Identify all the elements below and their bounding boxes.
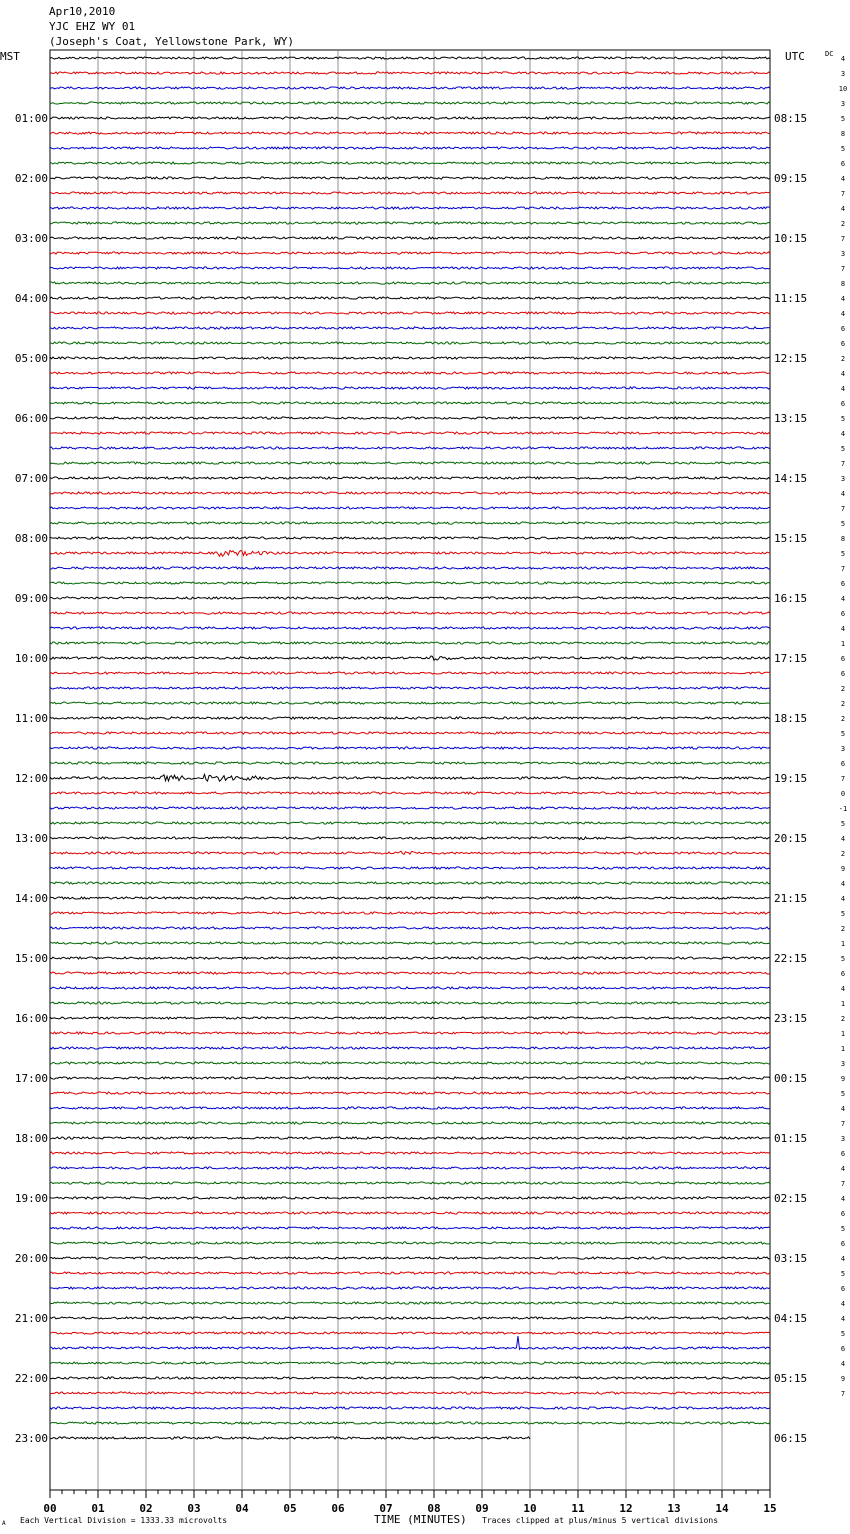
trace-line <box>50 702 770 704</box>
x-tick-label: 09 <box>475 1502 489 1515</box>
trace-line <box>50 792 770 794</box>
dc-offset-value: 6 <box>840 160 846 168</box>
trace-line <box>50 237 770 239</box>
trace-line <box>50 1167 770 1169</box>
dc-offset-value: 3 <box>840 250 846 258</box>
trace-line <box>50 627 770 629</box>
trace-line <box>50 1422 770 1424</box>
right-time-label: 02:15 <box>774 1192 808 1205</box>
x-tick-label: 15 <box>763 1502 777 1515</box>
trace-line <box>50 1047 770 1049</box>
dc-offset-value: 4 <box>840 895 846 903</box>
dc-offset-value: 0 <box>840 790 846 798</box>
trace-line <box>50 342 770 344</box>
trace-line <box>50 147 770 149</box>
dc-offset-value: 8 <box>840 130 846 138</box>
dc-offset-value: 7 <box>840 1180 846 1188</box>
dc-offset-value: 4 <box>840 595 846 603</box>
trace-line <box>50 927 770 929</box>
trace-line <box>50 1137 770 1139</box>
scale-note: Each Vertical Division = 1333.33 microvolts <box>20 1516 228 1525</box>
dc-offset-value: 5 <box>840 550 846 558</box>
trace-line <box>50 462 770 464</box>
dc-offset-value: 4 <box>840 205 846 213</box>
left-time-label: 15:00 <box>14 952 48 965</box>
dc-offset-value: 4 <box>840 880 846 888</box>
trace-line <box>50 762 770 764</box>
x-tick-label: 13 <box>667 1502 681 1515</box>
right-time-label: 09:15 <box>774 172 808 185</box>
trace-line <box>50 837 770 840</box>
left-time-label: 05:00 <box>14 352 48 365</box>
trace-line <box>50 550 770 556</box>
header-station: YJC EHZ WY 01 <box>49 20 136 33</box>
right-time-label: 16:15 <box>774 592 808 605</box>
right-time-label: 13:15 <box>774 412 808 425</box>
trace-line <box>50 1062 770 1064</box>
trace-line <box>50 867 770 869</box>
x-tick-label: 00 <box>43 1502 57 1515</box>
right-time-label: 06:15 <box>774 1432 808 1445</box>
right-time-label: 11:15 <box>774 292 808 305</box>
dc-offset-value: 4 <box>840 55 846 63</box>
left-time-label: 14:00 <box>14 892 48 905</box>
left-time-label: 13:00 <box>14 832 48 845</box>
dc-offset-value: 5 <box>840 955 846 963</box>
trace-line <box>50 1122 770 1124</box>
dc-offset-value: 5 <box>840 1330 846 1338</box>
dc-offset-value: 9 <box>840 865 846 873</box>
right-time-label: 01:15 <box>774 1132 808 1145</box>
dc-offset-value: 2 <box>840 220 846 228</box>
dc-offset-value: 9 <box>840 1075 846 1083</box>
trace-line <box>50 597 770 599</box>
trace-line <box>50 1152 770 1154</box>
x-tick-label: 04 <box>235 1502 249 1515</box>
dc-offset-value: 4 <box>840 430 846 438</box>
x-tick-label: 08 <box>427 1502 441 1515</box>
dc-offset-value: 5 <box>840 1270 846 1278</box>
dc-offset-value: 7 <box>840 265 846 273</box>
trace-line <box>50 372 770 374</box>
trace-line <box>50 1362 770 1364</box>
dc-offset-value: 4 <box>840 835 846 843</box>
trace-line <box>50 1302 770 1304</box>
dc-offset-value: 2 <box>840 700 846 708</box>
dc-offset-value: 1 <box>840 1030 846 1038</box>
right-time-label: 03:15 <box>774 1252 808 1265</box>
dc-offset-value: 2 <box>840 850 846 858</box>
trace-line <box>50 912 770 914</box>
left-time-label: 01:00 <box>14 112 48 125</box>
trace-line <box>50 387 770 389</box>
dc-offset-value: 7 <box>840 1120 846 1128</box>
dc-offset-value: 2 <box>840 355 846 363</box>
trace-line <box>50 1182 770 1184</box>
trace-line <box>50 1392 770 1394</box>
trace-line <box>50 642 770 644</box>
trace-line <box>50 851 770 854</box>
right-time-label: 08:15 <box>774 112 808 125</box>
plot-frame <box>50 50 770 1490</box>
dc-offset-value: 8 <box>840 535 846 543</box>
trace-line <box>50 252 770 254</box>
trace-line <box>50 507 770 509</box>
x-tick-label: 06 <box>331 1502 345 1515</box>
dc-offset-value: 4 <box>840 1165 846 1173</box>
left-time-label: 11:00 <box>14 712 48 725</box>
dc-offset-value: 4 <box>840 370 846 378</box>
trace-line <box>50 1227 770 1229</box>
trace-line <box>50 807 770 809</box>
left-time-label: 16:00 <box>14 1012 48 1025</box>
right-time-label: 18:15 <box>774 712 808 725</box>
x-tick-label: 02 <box>139 1502 153 1515</box>
trace-line <box>50 942 770 944</box>
dc-offset-value: 7 <box>840 1390 846 1398</box>
dc-offset-value: 6 <box>840 340 846 348</box>
trace-line <box>50 327 770 329</box>
right-time-labels <box>774 112 807 1445</box>
trace-line <box>50 537 770 539</box>
dc-offset-value: 4 <box>840 1195 846 1203</box>
minute-grid <box>98 50 722 1490</box>
right-time-label: 21:15 <box>774 892 808 905</box>
trace-line <box>50 1212 770 1214</box>
left-time-label: 09:00 <box>14 592 48 605</box>
dc-offset-value: 6 <box>840 670 846 678</box>
dc-offset-value: 5 <box>840 115 846 123</box>
trace-line <box>50 177 770 179</box>
left-time-label: 20:00 <box>14 1252 48 1265</box>
left-time-label: 21:00 <box>14 1312 48 1325</box>
dc-offset-value: 1 <box>840 1045 846 1053</box>
x-tick-label: 10 <box>523 1502 537 1515</box>
right-time-label: 05:15 <box>774 1372 808 1385</box>
trace-line <box>50 297 770 299</box>
corner-mark: A <box>2 1520 6 1527</box>
right-time-label: 14:15 <box>774 472 808 485</box>
dc-offset-value: 6 <box>840 1150 846 1158</box>
trace-line <box>50 822 770 824</box>
right-time-label: 19:15 <box>774 772 808 785</box>
left-time-label: 17:00 <box>14 1072 48 1085</box>
trace-line <box>50 117 770 119</box>
trace-line <box>50 1032 770 1034</box>
dc-offset-value: 3 <box>840 100 846 108</box>
trace-line <box>50 732 770 734</box>
left-time-label: 10:00 <box>14 652 48 665</box>
left-time-label: 08:00 <box>14 532 48 545</box>
trace-line <box>50 1092 770 1094</box>
dc-offset-value: 6 <box>840 760 846 768</box>
trace-line <box>50 1017 770 1019</box>
trace-line <box>50 87 770 89</box>
x-axis <box>43 1490 776 1515</box>
dc-offset-value: 6 <box>840 1240 846 1248</box>
trace-line <box>50 972 770 974</box>
dc-offset-value: 7 <box>840 235 846 243</box>
dc-offset-value: 8 <box>840 280 846 288</box>
dc-offset-value: 5 <box>840 145 846 153</box>
trace-line <box>50 162 770 164</box>
dc-offset-value: 6 <box>840 325 846 333</box>
right-axis-title: UTC <box>785 50 805 63</box>
dc-offset-value: 4 <box>840 1315 846 1323</box>
trace-line <box>50 222 770 224</box>
dc-offset-value: 9 <box>840 1375 846 1383</box>
right-time-label: 04:15 <box>774 1312 808 1325</box>
trace-line <box>50 567 770 569</box>
right-time-label: 23:15 <box>774 1012 808 1025</box>
dc-offset-value: 3 <box>840 70 846 78</box>
dc-offset-value: 7 <box>840 505 846 513</box>
dc-offset-value: 6 <box>840 1285 846 1293</box>
dc-offset-value: 6 <box>840 655 846 663</box>
trace-line <box>50 656 770 660</box>
left-axis-title: MST <box>0 50 20 63</box>
dc-offset-value: 6 <box>840 1210 846 1218</box>
left-time-label: 19:00 <box>14 1192 48 1205</box>
dc-offset-value: 5 <box>840 1225 846 1233</box>
trace-group <box>50 57 770 1439</box>
trace-line <box>50 1287 770 1289</box>
trace-line <box>50 747 770 749</box>
dc-offset-value: 7 <box>840 460 846 468</box>
dc-offset-value: 5 <box>840 910 846 918</box>
right-time-label: 12:15 <box>774 352 808 365</box>
trace-line <box>50 582 770 584</box>
right-time-label: 00:15 <box>774 1072 808 1085</box>
trace-line <box>50 492 770 494</box>
trace-line <box>50 1336 770 1349</box>
trace-line <box>50 987 770 989</box>
dc-offset-value: 4 <box>840 985 846 993</box>
trace-line <box>50 312 770 314</box>
dc-offset-value: 3 <box>840 475 846 483</box>
left-time-label: 23:00 <box>14 1432 48 1445</box>
trace-line <box>50 282 770 284</box>
trace-line <box>50 432 770 434</box>
left-time-label: 12:00 <box>14 772 48 785</box>
dc-offset-value: 5 <box>840 730 846 738</box>
dc-offset-value: 1 <box>840 1000 846 1008</box>
right-time-label: 20:15 <box>774 832 808 845</box>
trace-line <box>50 402 770 404</box>
x-tick-label: 05 <box>283 1502 297 1515</box>
trace-line <box>50 72 770 74</box>
dc-offset-value: 6 <box>840 400 846 408</box>
dc-offset-value: 4 <box>840 1360 846 1368</box>
dc-offset-value: 4 <box>840 1105 846 1113</box>
trace-line <box>50 612 770 614</box>
dc-offset-value: 4 <box>840 1255 846 1263</box>
trace-line <box>50 1077 770 1079</box>
dc-offset-value: 5 <box>840 1090 846 1098</box>
x-tick-label: 07 <box>379 1502 393 1515</box>
trace-line <box>50 267 770 269</box>
dc-offset-value: 1 <box>840 640 846 648</box>
trace-line <box>50 192 770 194</box>
dc-offset-value: 7 <box>840 775 846 783</box>
header-location: (Joseph's Coat, Yellowstone Park, WY) <box>49 35 295 48</box>
trace-line <box>50 57 770 59</box>
trace-line <box>50 957 770 959</box>
dc-offset-value: 2 <box>840 925 846 933</box>
dc-offset-column <box>839 55 847 1398</box>
trace-line <box>50 357 770 359</box>
dc-offset-value: 6 <box>840 970 846 978</box>
left-time-label: 22:00 <box>14 1372 48 1385</box>
dc-offset-value: 2 <box>840 715 846 723</box>
dc-offset-value: 7 <box>840 565 846 573</box>
trace-line <box>50 1257 770 1259</box>
clip-note: Traces clipped at plus/minus 5 vertical divisions <box>482 1516 719 1525</box>
dc-offset-value: 10 <box>838 85 848 93</box>
trace-line <box>50 1332 770 1334</box>
header-date: Apr10,2010 <box>49 5 116 18</box>
left-time-labels <box>15 112 48 1445</box>
x-tick-label: 14 <box>715 1502 729 1515</box>
x-tick-label: 12 <box>619 1502 633 1515</box>
trace-line <box>50 1107 770 1109</box>
left-time-label: 03:00 <box>14 232 48 245</box>
dc-offset-value: 6 <box>840 580 846 588</box>
dc-offset-value: 6 <box>840 610 846 618</box>
dc-offset-value: -1 <box>838 805 848 813</box>
trace-line <box>50 522 770 524</box>
x-tick-label: 03 <box>187 1502 201 1515</box>
left-time-label: 18:00 <box>14 1132 48 1145</box>
trace-line <box>50 1242 770 1244</box>
dc-offset-value: 2 <box>840 685 846 693</box>
dc-offset-value: 4 <box>840 175 846 183</box>
left-time-label: 06:00 <box>14 412 48 425</box>
trace-line <box>50 417 770 419</box>
trace-line <box>50 1317 770 1319</box>
x-tick-label: 11 <box>571 1502 585 1515</box>
right-time-label: 10:15 <box>774 232 808 245</box>
x-tick-label: 01 <box>91 1502 105 1515</box>
trace-line <box>50 477 770 479</box>
left-time-label: 02:00 <box>14 172 48 185</box>
dc-offset-value: 4 <box>840 385 846 393</box>
dc-offset-value: 3 <box>840 1060 846 1068</box>
trace-line <box>50 1377 770 1379</box>
dc-offset-value: 4 <box>840 295 846 303</box>
trace-line <box>50 717 770 719</box>
x-axis-label: TIME (MINUTES) <box>374 1513 467 1526</box>
trace-line <box>50 207 770 209</box>
dc-offset-value: 3 <box>840 1135 846 1143</box>
dc-offset-value: 7 <box>840 190 846 198</box>
dc-offset-value: 5 <box>840 415 846 423</box>
trace-line <box>50 774 770 781</box>
trace-line <box>50 1272 770 1274</box>
dc-offset-value: 4 <box>840 490 846 498</box>
left-time-label: 04:00 <box>14 292 48 305</box>
left-time-label: 07:00 <box>14 472 48 485</box>
dc-offset-value: 5 <box>840 445 846 453</box>
right-time-label: 15:15 <box>774 532 808 545</box>
trace-line <box>50 1002 770 1004</box>
trace-line <box>50 882 770 884</box>
dc-offset-value: 5 <box>840 820 846 828</box>
dc-offset-value: 1 <box>840 940 846 948</box>
dc-offset-value: 2 <box>840 1015 846 1023</box>
dc-offset-value: 5 <box>840 520 846 528</box>
trace-line <box>50 897 770 899</box>
trace-line <box>50 1407 770 1409</box>
trace-line <box>50 132 770 134</box>
dc-offset-value: 6 <box>840 1345 846 1353</box>
dc-offset-value: 3 <box>840 745 846 753</box>
dc-offset-value: 4 <box>840 310 846 318</box>
trace-line <box>50 687 770 689</box>
trace-line <box>50 672 770 674</box>
right-time-label: 22:15 <box>774 952 808 965</box>
trace-line <box>50 1197 770 1199</box>
right-time-label: 17:15 <box>774 652 808 665</box>
trace-line <box>50 447 770 449</box>
trace-line <box>50 102 770 104</box>
dc-label: DC <box>825 50 834 58</box>
dc-offset-value: 4 <box>840 625 846 633</box>
dc-offset-value: 4 <box>840 1300 846 1308</box>
